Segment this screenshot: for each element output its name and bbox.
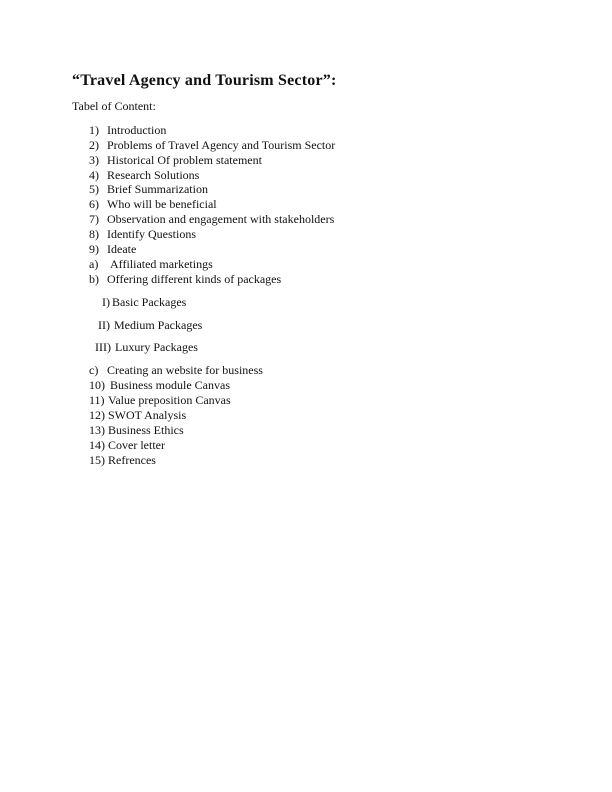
toc-marker: b) bbox=[89, 272, 99, 286]
toc-marker: 6) bbox=[89, 197, 99, 211]
toc-text: SWOT Analysis bbox=[108, 408, 187, 422]
toc-text: Historical Of problem statement bbox=[107, 153, 262, 167]
toc-marker: 5) bbox=[89, 182, 99, 196]
toc-text: Research Solutions bbox=[107, 168, 200, 182]
toc-text: Who will be beneficial bbox=[107, 197, 217, 211]
toc-text: Observation and engagement with stakeholders bbox=[107, 212, 335, 226]
toc-marker: III) bbox=[95, 340, 111, 354]
toc-marker: a) bbox=[89, 257, 99, 271]
toc-text: Offering different kinds of packages bbox=[107, 272, 282, 286]
toc-marker: 7) bbox=[89, 212, 99, 226]
toc-text: Brief Summarization bbox=[107, 182, 208, 196]
toc-marker: 8) bbox=[89, 227, 99, 241]
toc-marker: c) bbox=[89, 363, 99, 377]
toc-text: Value preposition Canvas bbox=[108, 393, 231, 407]
toc-marker: 14) bbox=[89, 438, 105, 452]
toc-text: Medium Packages bbox=[114, 318, 203, 332]
toc-marker: 3) bbox=[89, 153, 99, 167]
toc-text: Basic Packages bbox=[112, 295, 187, 309]
document-title: “Travel Agency and Tourism Sector”: bbox=[72, 72, 337, 89]
toc-marker: 4) bbox=[89, 168, 99, 182]
toc-text: Business Ethics bbox=[108, 423, 184, 437]
toc-marker: 15) bbox=[89, 453, 105, 467]
toc-marker: I) bbox=[102, 295, 110, 309]
toc-marker: 12) bbox=[89, 408, 105, 422]
toc-text: Introduction bbox=[107, 123, 167, 137]
toc-text: Ideate bbox=[107, 242, 137, 256]
toc-marker: 9) bbox=[89, 242, 99, 256]
toc-marker: 10) bbox=[89, 378, 105, 392]
toc-text: Cover letter bbox=[108, 438, 165, 452]
toc-text: Refrences bbox=[108, 453, 156, 467]
toc-marker: 2) bbox=[89, 138, 99, 152]
toc-text: Creating an website for business bbox=[107, 363, 263, 377]
toc-text: Luxury Packages bbox=[115, 340, 198, 354]
toc-text: Affiliated marketings bbox=[110, 257, 213, 271]
toc-marker: 13) bbox=[89, 423, 105, 437]
toc-marker: 1) bbox=[89, 123, 99, 137]
toc-heading: Tabel of Content: bbox=[72, 99, 156, 113]
toc-text: Problems of Travel Agency and Tourism Sector bbox=[107, 138, 336, 152]
toc-marker: 11) bbox=[89, 393, 105, 407]
toc-text: Identify Questions bbox=[107, 227, 196, 241]
toc-marker: II) bbox=[98, 318, 110, 332]
toc-text: Business module Canvas bbox=[110, 378, 230, 392]
